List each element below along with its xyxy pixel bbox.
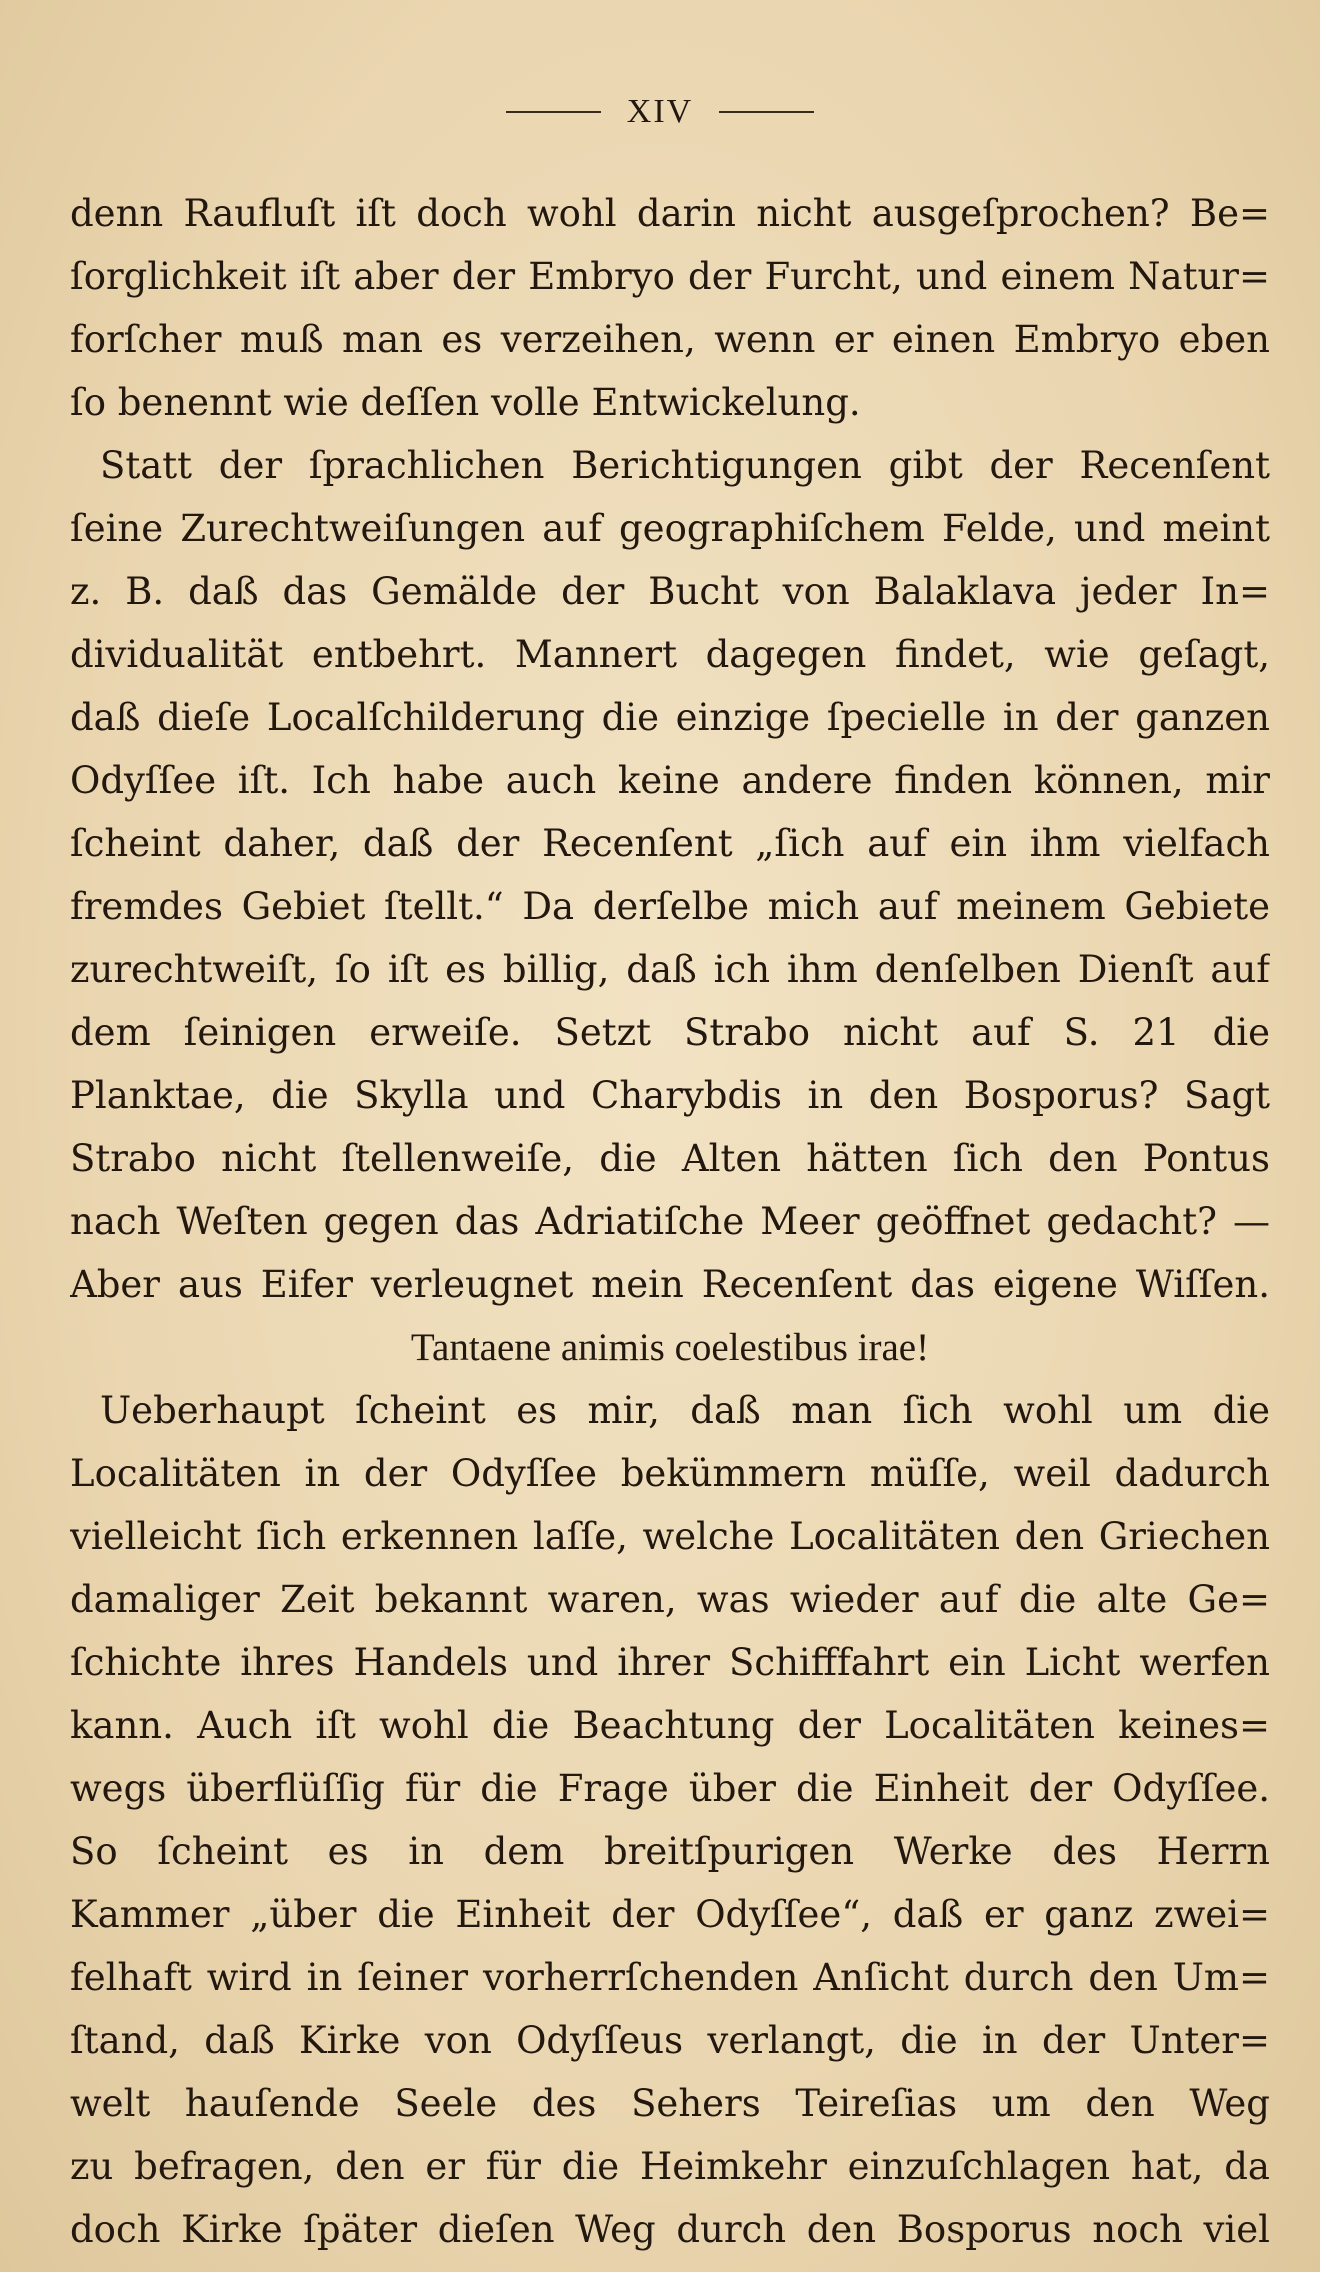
text-line: dividualität entbehrt. Mannert dagegen findet, wie geſagt, [70, 633, 1270, 676]
text-line: Aber aus Eifer verleugnet mein Recenſent das eigene Wiſſen. [70, 1263, 1270, 1306]
text-line: felhaft wird in ſeiner vorherrſchenden Anſicht durch den Um= [70, 1956, 1270, 1999]
text-line: Statt der ſprachlichen Berichtigungen gibt der Recenſent [100, 444, 1270, 487]
text-line: Odyſſee iſt. Ich habe auch keine andere finden können, mir [70, 759, 1270, 802]
latin-quotation: Tantaene animis coelestibus irae! [410, 1326, 930, 1369]
text-line: vielleicht ſich erkennen laſſe, welche Localitäten den Griechen [70, 1515, 1270, 1558]
text-line: ſcheint daher, daß der Recenſent „ſich auf ein ihm vielfach [70, 822, 1270, 865]
text-line: ſchichte ihres Handels und ihrer Schifffahrt ein Licht werfen [70, 1641, 1270, 1684]
text-line: Ueberhaupt ſcheint es mir, daß man ſich wohl um die [100, 1389, 1270, 1432]
text-line: zurechtweiſt, ſo iſt es billig, daß ich ihm denſelben Dienſt auf [70, 948, 1270, 991]
text-line: So ſcheint es in dem breitſpurigen Werke des Herrn [70, 1830, 1270, 1873]
text-line: ſeine Zurechtweiſungen auf geographiſchem Felde, und meint [70, 507, 1270, 550]
text-line: doch Kirke ſpäter dieſen Weg durch den Bosporus noch viel [70, 2208, 1270, 2251]
text-line: forſcher muß man es verzeihen, wenn er einen Embryo eben [70, 318, 1270, 361]
text-line: fremdes Gebiet ſtellt.“ Da derſelbe mich auf meinem Gebiete [70, 885, 1270, 928]
text-line: denn Raufluſt iſt doch wohl darin nicht ausgeſprochen? Be= [70, 192, 1270, 235]
text-line: ſo benennt wie deſſen volle Entwickelung. [70, 381, 861, 424]
text-line: ſorglichkeit iſt aber der Embryo der Furcht, und einem Natur= [70, 255, 1270, 298]
text-line: damaliger Zeit bekannt waren, was wieder auf die alte Ge= [70, 1578, 1270, 1621]
text-line: Localitäten in der Odyſſee bekümmern müſſe, weil dadurch [70, 1452, 1270, 1495]
header-rule-left [506, 111, 601, 113]
text-line: Kammer „über die Einheit der Odyſſee“, daß er ganz zwei= [70, 1893, 1270, 1936]
page-header [0, 92, 1320, 132]
text-line: welt hauſende Seele des Sehers Teireſias um den Weg [70, 2082, 1270, 2125]
text-line: dem ſeinigen erweiſe. Setzt Strabo nicht auf S. 21 die [70, 1011, 1270, 1054]
text-line: Planktae, die Skylla und Charybdis in den Bosporus? Sagt [70, 1074, 1270, 1117]
text-line: nach Weſten gegen das Adriatiſche Meer geöffnet gedacht? — [70, 1200, 1270, 1243]
text-line: zu befragen, den er für die Heimkehr einzuſchlagen hat, da [70, 2145, 1270, 2188]
page-body [70, 182, 1270, 2261]
text-line: wegs überflüſſig für die Frage über die Einheit der Odyſſee. [70, 1767, 1270, 1810]
text-line: ſtand, daß Kirke von Odyſſeus verlangt, die in der Unter= [70, 2019, 1270, 2062]
text-line: z. B. daß das Gemälde der Bucht von Balaklava jeder In= [70, 570, 1270, 613]
header-rule-right [719, 111, 814, 113]
text-line: kann. Auch iſt wohl die Beachtung der Localitäten keines= [70, 1704, 1270, 1747]
page-number: XIV [626, 93, 694, 130]
text-line: Strabo nicht ſtellenweiſe, die Alten hätten ſich den Pontus [70, 1137, 1270, 1180]
text-line: daß dieſe Localſchilderung die einzige ſpecielle in der ganzen [70, 696, 1270, 739]
